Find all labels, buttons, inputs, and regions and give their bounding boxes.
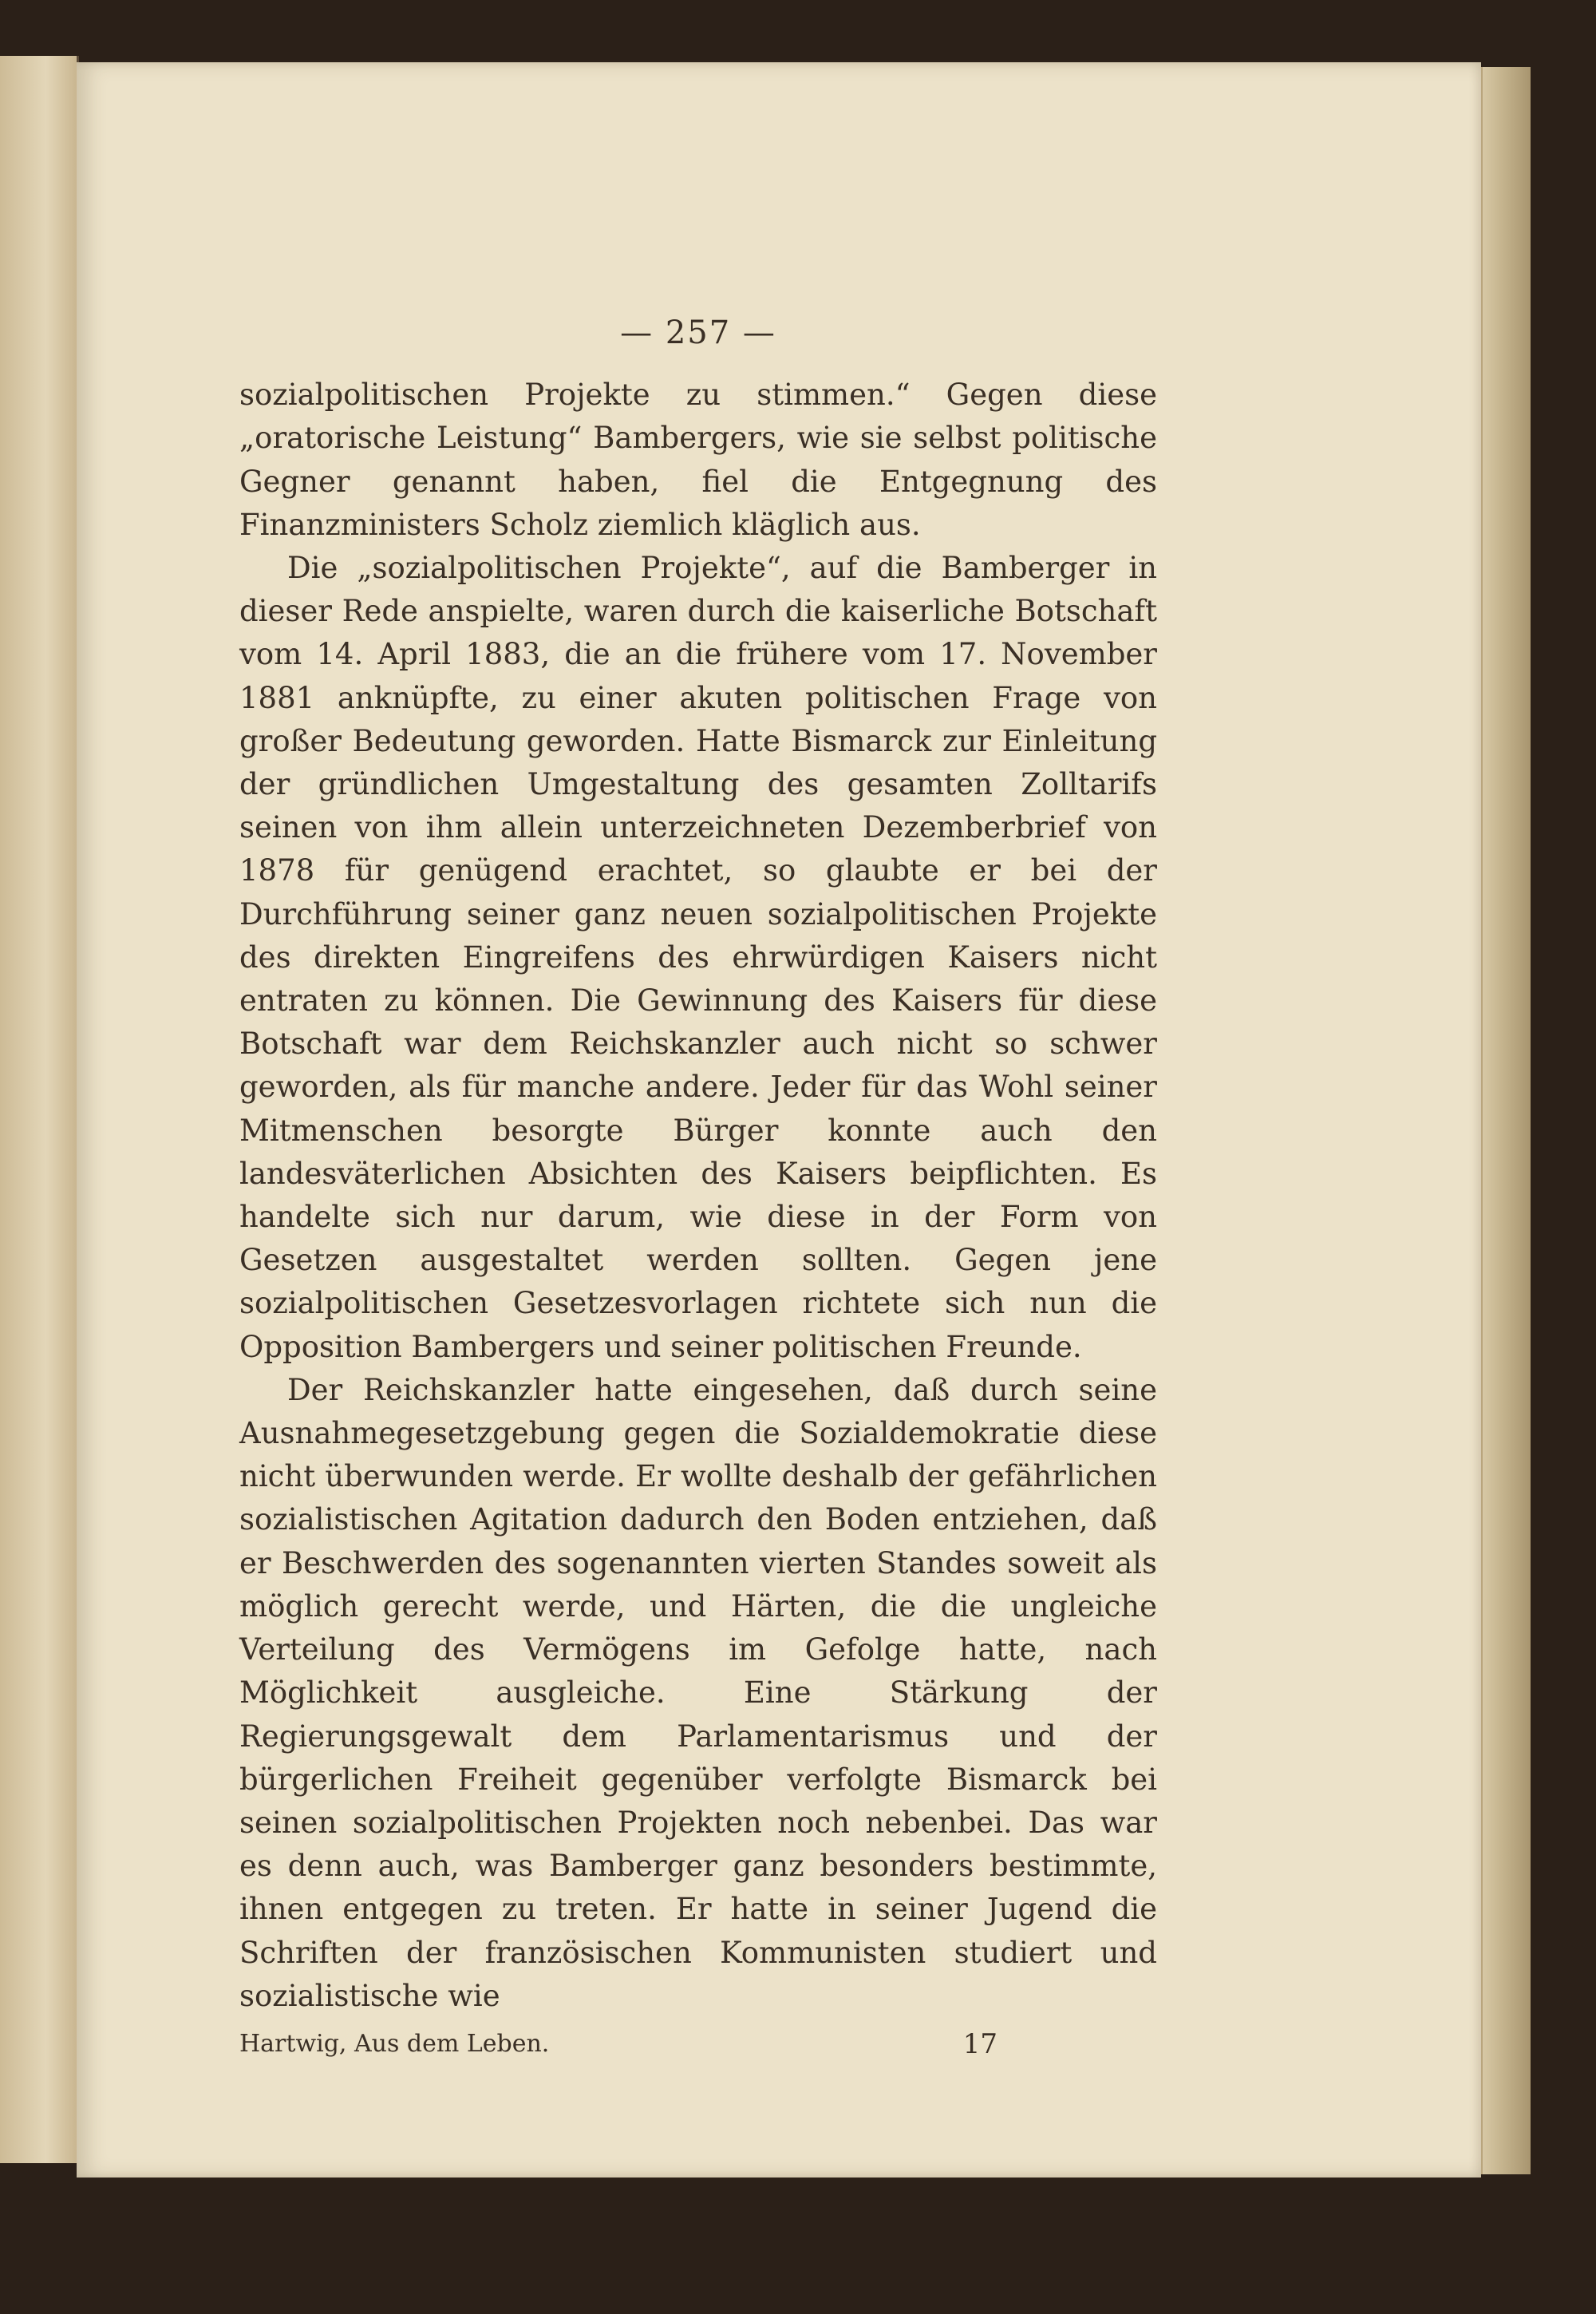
text-block [239, 311, 1157, 2066]
page-footer [239, 2023, 1157, 2066]
page-number-header: — 257 — [620, 314, 776, 351]
paragraph-1: sozialpolitischen Projekte zu stimmen.“ Gegen diese „oratorische Leistung“ Bambergers, wie sie selbst politische Gegner genannt haben, fiel die Entgegnung des Finanzministers Scholz ziemlich kläglich aus. [239, 378, 1157, 542]
left-page-edge [0, 56, 79, 2163]
footer-signature-mark: 17 [962, 2027, 998, 2060]
footer-author-title: Hartwig, Aus dem Leben. [239, 2029, 550, 2058]
page-edge-stack [1481, 67, 1531, 2174]
paragraph-2: Die „sozialpolitischen Projekte“, auf die Bamberger in dieser Rede anspielte, waren durch die kaiserliche Botschaft vom 14. April 1883, die an die frühere vom 17. November 1881 anknüpfte, zu einer akuten politischen Frage von großer Bedeutung geworden. Hatte Bismarck zur Einleitung der gründlichen Umgestaltung des gesamten Zolltarifs seinen von ihm allein unterzeichneten Dezemberbrief von 1878 für genügend erachtet, so glaubte er bei der Durchführung seiner ganz neuen sozialpolitischen Projekte des direkten Eingreifens des ehrwürdigen Kaisers nicht entraten zu können. Die Gewinnung des Kaisers für diese Botschaft war dem Reichskanzler auch nicht so schwer geworden, als für manche andere. Jeder für das Wohl seiner Mitmenschen besorgte Bürger konnte auch den landesväterlichen Absichten des Kaisers beipflichten. Es handelte sich nur darum, wie diese in der Form von Gesetzen ausgestaltet werden sollten. Gegen jene sozialpolitischen Gesetzesvorlagen richtete sich nun die Opposition Bambergers und seiner politischen Freunde. [239, 551, 1157, 1364]
paragraph-3: Der Reichskanzler hatte eingesehen, daß durch seine Ausnahmegesetzgebung gegen die Sozialdemokratie diese nicht überwunden werde. Er wollte deshalb der gefährlichen sozialistischen Agitation dadurch den Boden entziehen, daß er Beschwerden des sogenannten vierten Standes soweit als möglich gerecht werde, und Härten, die die ungleiche Verteilung des Vermögens im Gefolge hatte, nach Möglichkeit ausgleiche. Eine Stärkung der Regierungsgewalt dem Parlamentarismus und der bürgerlichen Freiheit gegenüber verfolgte Bismarck bei seinen sozialpolitischen Projekten noch nebenbei. Das war es denn auch, was Bamberger ganz besonders bestimmte, ihnen entgegen zu treten. Er hatte in seiner Jugend die Schriften der französischen Kommunisten studiert und sozialistische wie [239, 1372, 1157, 2013]
